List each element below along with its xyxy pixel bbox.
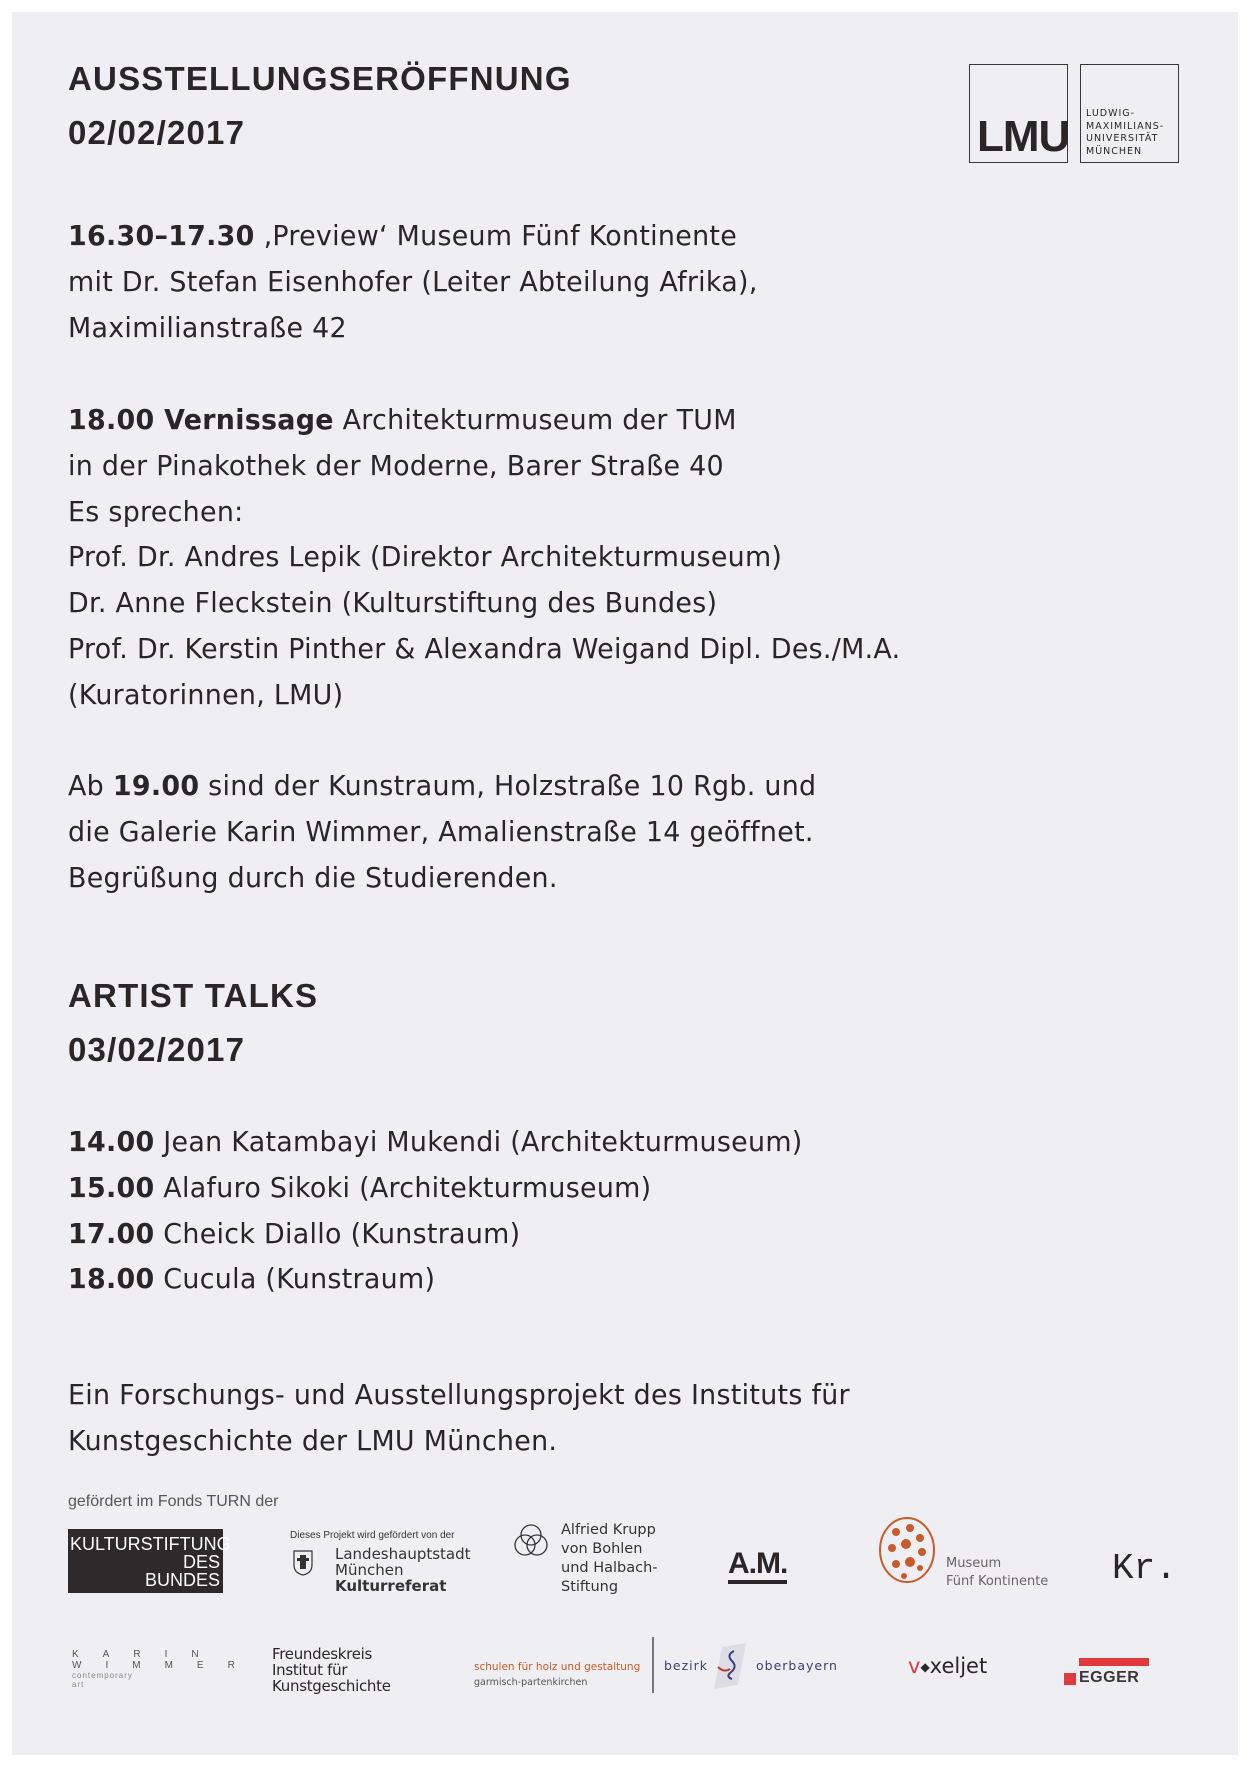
kulturstiftung-logo [68,1529,231,1593]
lmu-line: MAXIMILIANS- [1086,120,1165,132]
talk-item [68,1165,803,1211]
talk-item [68,1256,803,1302]
museum-line: Museum [946,1556,1002,1571]
vernissage-line2: in der Pinakothek der Moderne, Barer Straße 40 [68,448,724,482]
talk-text: Cucula (Kunstraum) [154,1262,436,1296]
evening-line2: die Galerie Karin Wimmer, Amalienstraße 14 geöffnet. [68,814,814,848]
voxeljet-logo [908,1654,987,1678]
muenchen-bold: Kulturreferat [335,1577,447,1595]
kw-letter: I [105,1660,109,1671]
bezirk-emblem-icon [712,1643,748,1689]
lmu-line: LUDWIG- [1086,108,1136,119]
talk-item [68,1119,803,1165]
talk-text: Alafuro Sikoki (Architekturmuseum) [154,1170,652,1204]
talk-time: 18.00 [68,1262,155,1296]
muenchen-caption: Dieses Projekt wird gefördert von der [290,1530,455,1541]
kw-letter: W [72,1660,82,1671]
kw-letter: N [191,1649,199,1660]
talk-text: Cheick Diallo (Kunstraum) [154,1216,521,1250]
preview-line1: ‚Preview‘ Museum Fünf Kontinente [254,219,738,252]
vernissage-time: 18.00 Vernissage [68,403,334,436]
talks-list [68,1119,803,1302]
vernissage-line1: Architekturmuseum der TUM [333,403,737,436]
vernissage-block [68,397,900,718]
muenchen-line: Landeshauptstadt [335,1545,471,1563]
voxeljet-rest: xeljet [929,1654,988,1678]
artist-talks-date: 03/02/2017 [68,1031,246,1068]
evening-time: 19.00 [112,769,200,802]
kw-letter: K [72,1649,79,1660]
kw-letter: A [102,1649,110,1660]
kw-sub: art [72,1680,85,1689]
museum-line: Fünf Kontinente [946,1574,1049,1589]
kw-letter: M [132,1660,141,1671]
evening-block [68,763,816,900]
schulen-line2: garmisch-partenkirchen [474,1677,588,1688]
kw-letter: I [164,1649,168,1660]
talk-time: 14.00 [68,1125,155,1158]
schulen-line1: schulen für holz und gestaltung [474,1661,641,1673]
evening-line3: Begrüßung durch die Studierenden. [68,860,558,894]
opening-date: 02/02/2017 [68,114,246,151]
project-note [68,1372,850,1464]
speaker: Prof. Dr. Kerstin Pinther & Alexandra Weigand Dipl. Des./M.A. [68,631,901,665]
kw-row2 [72,1660,235,1671]
museum-text [946,1555,1048,1591]
speaker: Dr. Anne Fleckstein (Kulturstiftung des Bundes) [68,586,718,620]
oberbayern-text: oberbayern [756,1658,838,1673]
evening-line1: sind der Kunstraum, Holzstraße 10 Rgb. und [199,769,817,802]
project-note-line2: Kunstgeschichte der LMU München. [68,1423,558,1457]
kr-logo: Kr. [1112,1548,1177,1589]
freundeskreis-line: Freundeskreis [272,1645,373,1663]
lmu-logo-name [1086,108,1164,158]
ksb-line: DES [182,1552,220,1572]
opening-title: AUSSTELLUNGSERÖFFNUNG [68,60,572,97]
section-heading-artist-talks [68,969,318,1077]
talk-time: 15.00 [68,1170,155,1204]
kw-letter: M [164,1660,173,1671]
egger-text: EGGER [1079,1669,1140,1686]
schulen-logo [474,1660,640,1690]
ksb-line: KULTURSTIFTUNG [70,1534,231,1554]
speaker: Prof. Dr. Andres Lepik (Direktor Architekturmuseum) [68,540,783,574]
lmu-logo-mark: LMU [977,112,1070,161]
ksb-line: BUNDES [144,1570,220,1590]
krupp-line: Alfried Krupp [561,1522,656,1538]
karin-wimmer-logo [72,1649,235,1689]
freundeskreis-line: Institut für [272,1661,348,1679]
kw-row1 [72,1649,235,1660]
vernissage-line3: Es sprechen: [68,494,244,528]
talk-time: 17.00 [68,1216,155,1250]
freundeskreis-logo [272,1646,391,1694]
lmu-line: MÜNCHEN [1086,145,1143,157]
artist-talks-title: ARTIST TALKS [68,977,319,1014]
talk-item [68,1211,803,1257]
voxeljet-diamond-icon: ◆ [920,1660,930,1674]
bezirk-text: bezirk [664,1658,709,1673]
preview-line2: mit Dr. Stefan Eisenhofer (Leiter Abteilung Afrika), [68,264,758,298]
egger-bar [1079,1658,1149,1666]
kw-letter: R [133,1649,141,1660]
project-note-line1: Ein Forschungs- und Ausstellungsprojekt des Instituts für [68,1378,850,1411]
krupp-rings-icon [512,1522,550,1560]
kw-letter: R [227,1660,235,1671]
kw-sub: contemporary [72,1671,133,1680]
krupp-line: Stiftung [561,1579,619,1595]
speaker: (Kuratorinnen, LMU) [68,677,344,711]
evening-prefix: Ab [68,769,113,802]
logo-divider [652,1637,654,1693]
section-heading-opening [68,52,572,160]
talk-text: Jean Katambayi Mukendi (Architekturmuseum) [154,1125,803,1158]
voxeljet-v: v [908,1654,921,1678]
funded-label: gefördert im Fonds TURN der [68,1493,279,1510]
muenchen-line: München [335,1561,404,1579]
preview-block [68,213,758,350]
muenchen-crest-icon [293,1550,313,1576]
am-logo: A.M. [728,1548,787,1584]
lmu-line: UNIVERSITÄT [1086,133,1159,144]
kw-letter: E [196,1660,204,1671]
muenchen-text [335,1546,471,1594]
museum-ornament-icon [878,1516,936,1584]
preview-time: 16.30–17.30 [68,219,255,252]
krupp-line: von Bohlen [561,1541,643,1557]
preview-line3: Maximilianstraße 42 [68,310,347,344]
freundeskreis-line: Kunstgeschichte [272,1677,391,1695]
krupp-text [561,1521,658,1597]
egger-e-mark [1064,1673,1076,1685]
krupp-line: und Halbach- [561,1560,658,1576]
